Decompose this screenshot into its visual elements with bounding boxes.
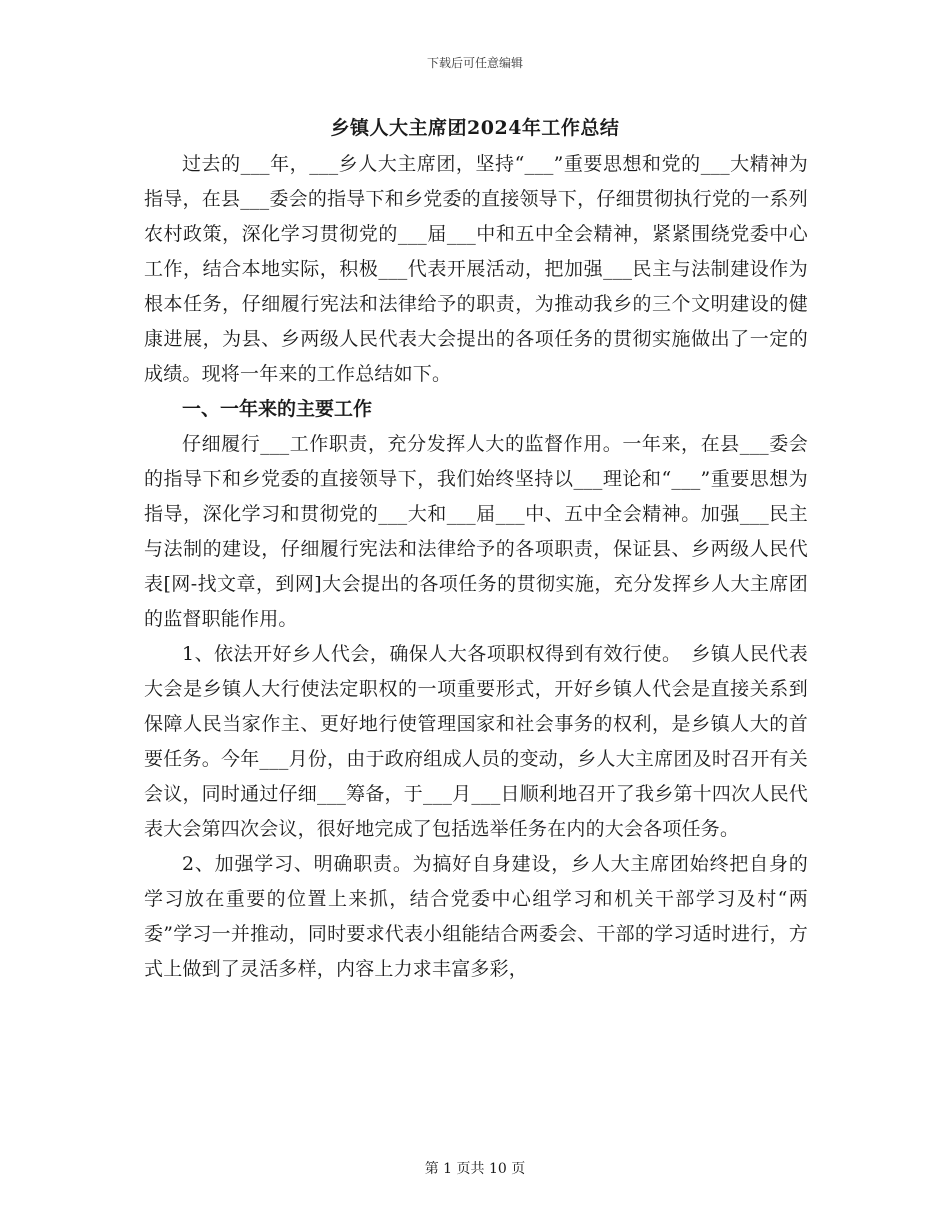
section-heading-1: 一、一年来的主要工作 (182, 398, 373, 420)
document-title: 乡镇人大主席团2024年工作总结 (330, 117, 620, 139)
document-body (144, 147, 808, 987)
item-2-paragraph: 2、加强学习、明确职责。为搞好自身建设，乡人大主席团始终把自身的学习放在重要的位置上来抓，结合党委中心组学习和机关干部学习及村“两委”学习一并推动，同时要求代表小组能结合两委会、干部的学习适时进行，方式上做到了灵活多样，内容上力求丰富多彩， (144, 853, 808, 980)
section-1-paragraph: 仔细履行___工作职责，充分发挥人大的监督作用。一年来，在县___委会的指导下和乡党委的直接领导下，我们始终坚持以___理论和“___”重要思想为指导，深化学习和贯彻党的___大和___届___中、五中全会精神。加强___民主与法制的建设，仔细履行宪法和法律给予的各项职责，保证县、乡两级人民代表[网-找文章，到网]大会提出的各项任务的贯彻实施，充分发挥乡人大主席团的监督职能作用。 (144, 433, 808, 630)
page-footer: 第 1 页共 10 页 (424, 1161, 526, 1177)
header-note: 下载后可任意编辑 (426, 56, 523, 70)
item-1-paragraph: 1、依法开好乡人代会，确保人大各项职权得到有效行使。 乡镇人民代表大会是乡镇人大行使法定职权的一项重要形式，开好乡镇人代会是直接关系到保障人民当家作主、更好地行使管理国家和社会事务的权利，是乡镇人大的首要任务。今年___月份，由于政府组成人员的变动，乡人大主席团及时召开有关会议，同时通过仔细___筹备，于___月___日顺利地召开了我乡第十四次人民代表大会第四次会议，很好地完成了包括选举任务在内的大会各项任务。 (144, 643, 808, 840)
intro-paragraph: 过去的___年，___乡人大主席团，坚持“___”重要思想和党的___大精神为指导，在县___委会的指导下和乡党委的直接领导下，仔细贯彻执行党的一系列农村政策，深化学习贯彻党的___届___中和五中全会精神，紧紧围绕党委中心工作，结合本地实际，积极___代表开展活动，把加强___民主与法制建设作为根本任务，仔细履行宪法和法律给予的职责，为推动我乡的三个文明建设的健康进展，为县、乡两级人民代表大会提出的各项任务的贯彻实施做出了一定的成绩。现将一年来的工作总结如下。 (144, 153, 808, 385)
